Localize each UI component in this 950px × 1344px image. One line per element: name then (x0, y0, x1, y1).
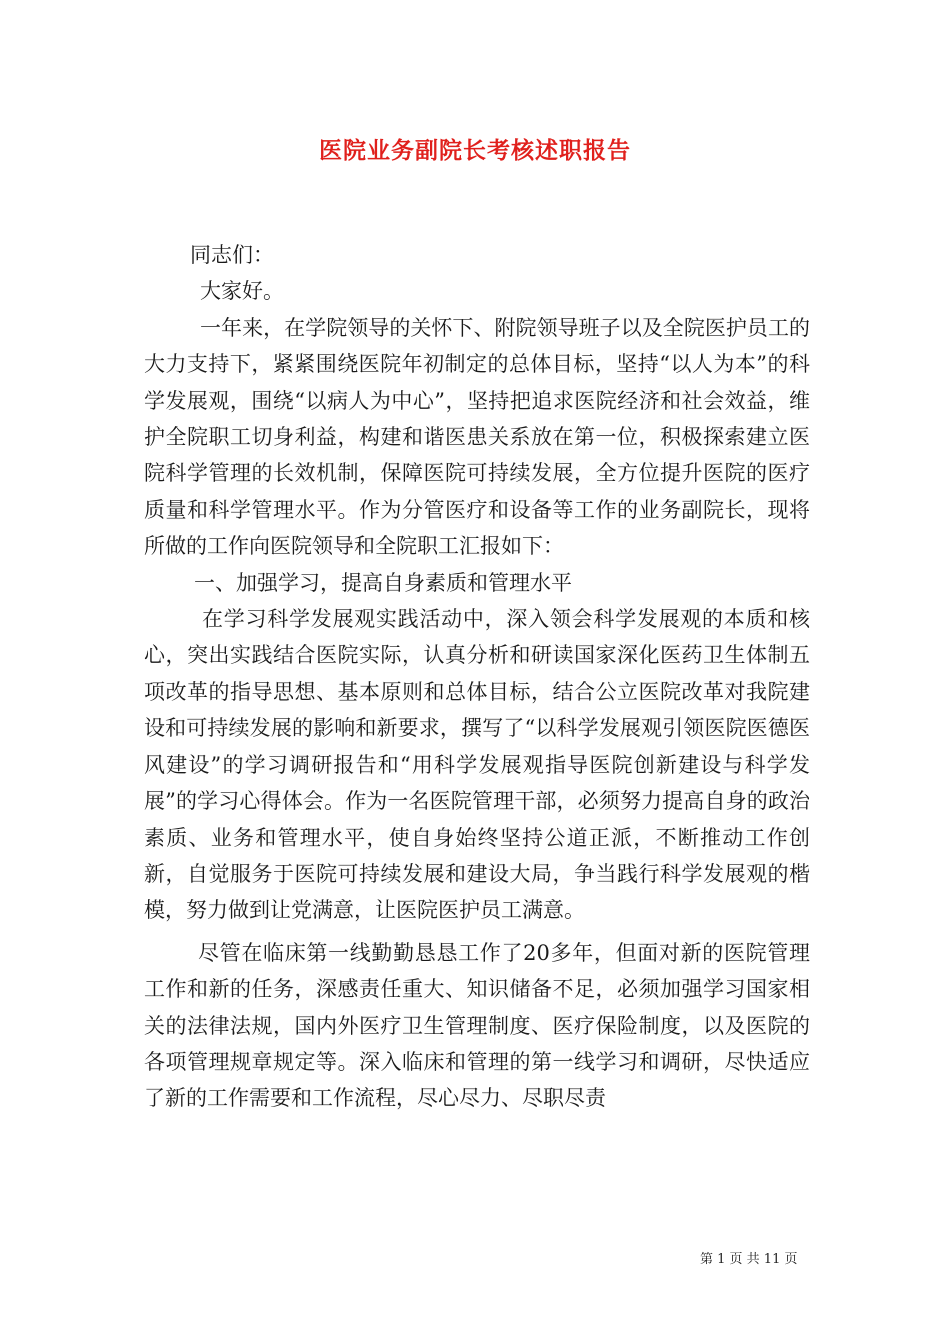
salutation: 同志们： (190, 243, 274, 267)
greeting: 大家好。 (200, 279, 284, 304)
section-heading: 一、加强学习，提高自身素质和管理水平 (194, 570, 572, 595)
intro-paragraph: 一年来，在学院领导的关怀下、附院领导班子以及全院医护员工的大力支持下，紧紧围绕医院年初制定的总体目标，坚持“以人为本”的科学发展观，围绕“以病人为中心”，坚持把追求医院经济和社会效益，维护全院职工切身利益，构建和谐医患关系放在第一位，积极探索建立医院科学管理的长效机制，保障医院可持续发展，全方位提升医院的医疗质量和科学管理水平。作为分管医疗和设备等工作的业务副院长，现将所做的工作向医院领导和全院职工汇报如下： (144, 315, 810, 559)
page-indicator: 第 1 页 共 11 页 (700, 1252, 798, 1267)
document-body (144, 237, 810, 1117)
document-title: 医院业务副院长考核述职报告 (319, 137, 631, 164)
body-paragraph: 尽管在临床第一线勤勤恳恳工作了20多年，但面对新的医院管理工作和新的任务，深感责任重大、知识储备不足，必须加强学习国家相关的法律法规，国内外医疗卫生管理制度、医疗保险制度，以及医院的各项管理规章规定等。深入临床和管理的第一线学习和调研，尽快适应了新的工作需要和工作流程，尽心尽力、尽职尽责 (144, 940, 810, 1111)
body-paragraph: 在学习科学发展观实践活动中，深入领会科学发展观的本质和核心，突出实践结合医院实际，认真分析和研读国家深化医药卫生体制五项改革的指导思想、基本原则和总体目标，结合公立医院改革对我院建设和可持续发展的影响和新要求，撰写了“以科学发展观引领医院医德医风建设”的学习调研报告和“用科学发展观指导医院创新建设与科学发展”的学习心得体会。作为一名医院管理干部，必须努力提高自身的政治素质、业务和管理水平，使自身始终坚持公道正派，不断推动工作创新，自觉服务于医院可持续发展和建设大局，争当践行科学发展观的楷模，努力做到让党满意，让医院医护员工满意。 (144, 607, 810, 923)
